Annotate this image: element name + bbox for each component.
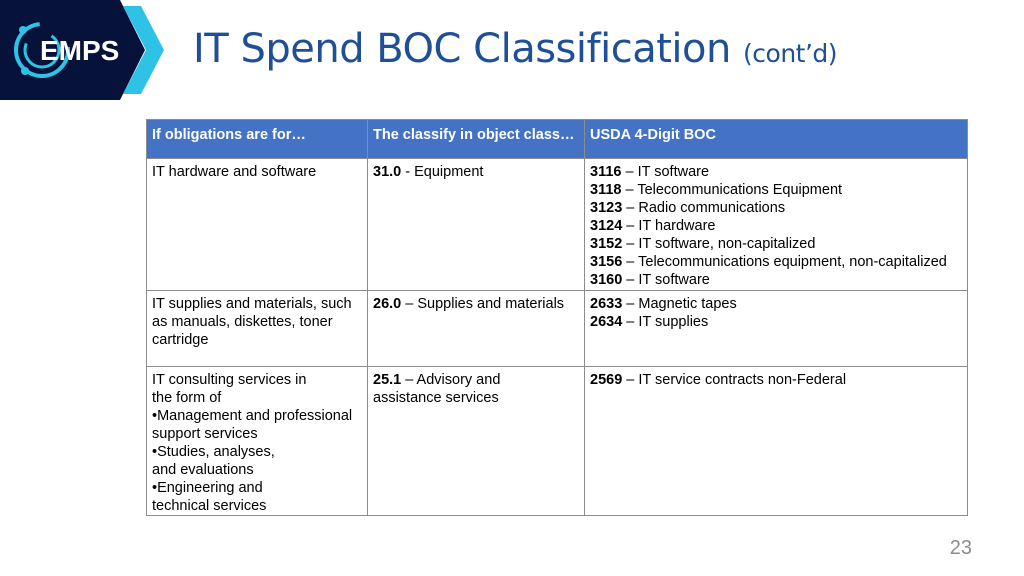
boc-desc: – IT software	[621, 164, 710, 180]
table-row	[147, 291, 968, 367]
obligation-text: •Management and professional	[152, 408, 353, 424]
boc-desc: – IT hardware	[622, 218, 716, 234]
obligation-text: IT consulting services in	[152, 372, 307, 388]
svg-text:EMPS: EMPS	[40, 35, 120, 66]
boc-desc: – IT service contracts non-Federal	[622, 372, 847, 388]
boc-desc: – Magnetic tapes	[622, 296, 737, 312]
boc-item	[590, 217, 962, 235]
page-title	[193, 26, 837, 72]
boc-desc: – IT supplies	[622, 314, 709, 330]
object-class-desc: – Supplies and materials	[401, 296, 565, 312]
boc-code: 3152	[590, 236, 623, 252]
boc-code: 3156	[590, 254, 623, 270]
column-header-object-class: The classify in object class…	[368, 120, 585, 159]
object-class-code: 25.1	[373, 372, 402, 388]
boc-cell	[585, 367, 968, 516]
boc-code: 2633	[590, 296, 623, 312]
obligation-text: IT hardware and software	[152, 164, 317, 180]
boc-item	[590, 181, 962, 199]
boc-code: 3116	[590, 164, 622, 180]
obligation-text: and evaluations	[152, 462, 254, 478]
boc-item	[590, 199, 962, 217]
obligation-text: support services	[152, 426, 258, 442]
object-class-code: 31.0	[373, 164, 402, 180]
object-class-cell	[368, 291, 585, 367]
boc-desc: – IT software	[622, 272, 710, 288]
page-number: 23	[949, 537, 972, 559]
object-class-desc-cont: assistance services	[373, 390, 499, 406]
boc-desc: – Telecommunications equipment, non-capitalized	[622, 254, 947, 270]
column-header-boc: USDA 4-Digit BOC	[585, 120, 968, 159]
boc-cell	[585, 159, 968, 291]
emps-logo-icon	[0, 0, 165, 100]
boc-code: 3160	[590, 272, 623, 288]
boc-item	[590, 295, 962, 313]
boc-item	[590, 313, 962, 331]
page-title-suffix: (cont’d)	[743, 39, 838, 68]
boc-desc: – IT software, non-capitalized	[622, 236, 816, 252]
table-header-row	[147, 120, 968, 159]
boc-table	[146, 119, 968, 516]
boc-item	[590, 235, 962, 253]
boc-code: 2569	[590, 372, 623, 388]
obligation-text: •Engineering and	[152, 480, 263, 496]
table-row	[147, 367, 968, 516]
obligation-text: the form of	[152, 390, 222, 406]
boc-desc: – Telecommunications Equipment	[621, 182, 843, 198]
boc-item	[590, 253, 962, 271]
object-class-code: 26.0	[373, 296, 402, 312]
boc-code: 2634	[590, 314, 623, 330]
obligation-text: •Studies, analyses,	[152, 444, 275, 460]
object-class-cell	[368, 159, 585, 291]
object-class-desc: – Advisory and	[401, 372, 501, 388]
boc-item	[590, 163, 962, 181]
boc-item	[590, 271, 962, 289]
object-class-cell	[368, 367, 585, 516]
table-row	[147, 159, 968, 291]
obligation-cell	[147, 367, 368, 516]
boc-item	[590, 371, 962, 389]
obligation-cell	[147, 159, 368, 291]
boc-code: 3124	[590, 218, 623, 234]
boc-code: 3118	[590, 182, 622, 198]
logo	[0, 0, 165, 100]
obligation-text: as manuals, diskettes, toner	[152, 314, 333, 330]
object-class-desc: - Equipment	[401, 164, 484, 180]
boc-cell	[585, 291, 968, 367]
obligation-text: IT supplies and materials, such	[152, 296, 352, 312]
obligation-text: technical services	[152, 498, 267, 514]
boc-desc: – Radio communications	[622, 200, 786, 216]
page-title-main: IT Spend BOC Classification	[193, 26, 731, 72]
column-header-obligations: If obligations are for…	[147, 120, 368, 159]
boc-code: 3123	[590, 200, 623, 216]
obligation-cell	[147, 291, 368, 367]
obligation-text: cartridge	[152, 332, 209, 348]
